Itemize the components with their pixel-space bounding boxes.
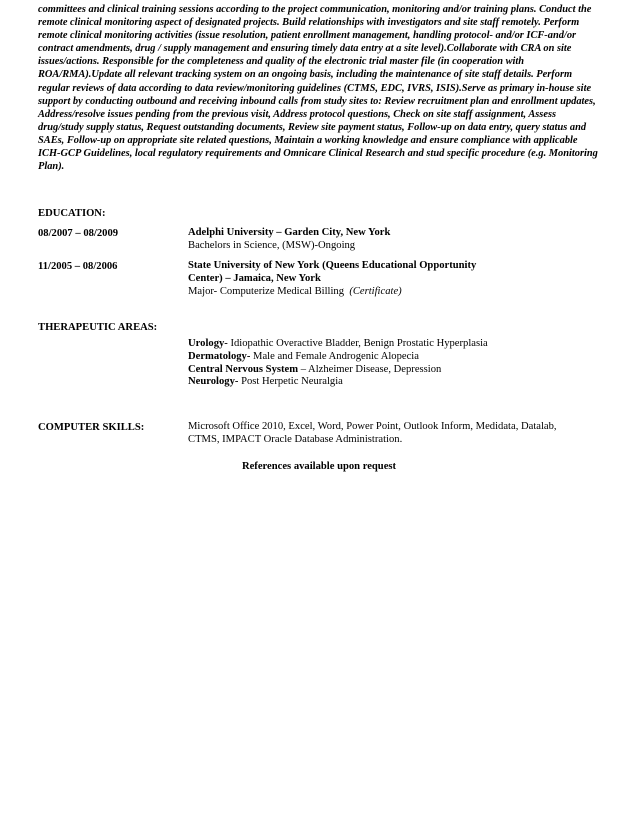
therapeutic-area-dermatology [188, 351, 588, 364]
therapeutic-area-urology [188, 338, 588, 351]
education-entry-1 [188, 227, 588, 253]
area-desc: Male and Female Androgenic Alopecia [250, 350, 419, 362]
degree-certificate: (Certificate) [349, 285, 402, 297]
references-note: References available upon request [241, 461, 397, 472]
therapeutic-areas-list [188, 338, 588, 389]
skills-line-1: Microsoft Office 2010, Excel, Word, Power Point, Outlook Inform, Medidata, Datalab, [188, 421, 557, 432]
school-name-line2: Center) – Jamaica, New York [188, 272, 321, 284]
experience-description: committees and clinical training sessions according to the project communication, monitoring and/or training plans. Conduct the remote clinical monitoring aspect of designated projects. Build relationships with investigators and site staff remotely. Perform remote clinical monitoring activities (issue resolution, patient enrollment management, handling protocol- and/or ICF-and/or contract amendments, drug / supply management and ensuring timely data entry at a site level).Collaborate with CRA on site issues/actions. Responsible for the completeness and quality of the electronic trial master file (in cooperation with ROA/RMA).Update all relevant tracking system on an ongoing basis, including the maintenance of site staff details. Perform regular reviews of data according to data review/monitoring guidelines (CTMS, EDC, IVRS, ISIS).Serve as primary in-house site support by conducting outbound and receiving inbound calls from study sites to: Review recruitment plan and enrollment updates, Address/resolve issues pending from the previous visit, Address protocol questions, Check on site staff assignment, Assess drug/study supply status, Request outstanding documents, Review site payment status, Follow-up on data entry, query status and SAEs, Follow-up on appropriate site related questions, Maintain a working knowledge and ensure compliance with applicable ICH-GCP Guidelines, local regulatory requirements and Omnicare Clinical Research and stud specific procedure (e.g. Monitoring Plan). [38, 4, 598, 173]
degree-major: Major- Computerize Medical Billing [188, 285, 345, 297]
therapeutic-area-cns [188, 364, 588, 377]
computer-skills-list [188, 421, 608, 447]
school-name: Adelphi University – Garden City, New York [188, 227, 391, 238]
therapeutic-area-neurology [188, 376, 588, 389]
school-name-line1: State University of New York (Queens Educational Opportunity [188, 260, 477, 271]
skills-line-2: CTMS, IMPACT Oracle Database Administration. [188, 433, 403, 445]
degree: Bachelors in Science, (MSW)-Ongoing [188, 239, 356, 251]
area-desc: – Alzheimer Disease, Depression [298, 363, 442, 375]
area-desc: Post Herpetic Neuralgia [238, 376, 343, 388]
education-heading: EDUCATION: [38, 208, 106, 219]
computer-skills-heading: COMPUTER SKILLS: [38, 422, 145, 433]
degree [188, 286, 588, 299]
education-dates-1: 08/2007 – 08/2009 [38, 228, 119, 239]
area-name: Urology- [188, 338, 228, 349]
education-entry-2 [188, 260, 588, 298]
therapeutic-heading: THERAPEUTIC AREAS: [38, 322, 158, 333]
education-dates-2: 11/2005 – 08/2006 [38, 261, 118, 272]
area-name: Central Nervous System [188, 363, 299, 375]
area-desc: Idiopathic Overactive Bladder, Benign Prostatic Hyperplasia [227, 338, 488, 349]
area-name: Dermatology- [188, 350, 251, 362]
area-name: Neurology- [188, 376, 239, 388]
